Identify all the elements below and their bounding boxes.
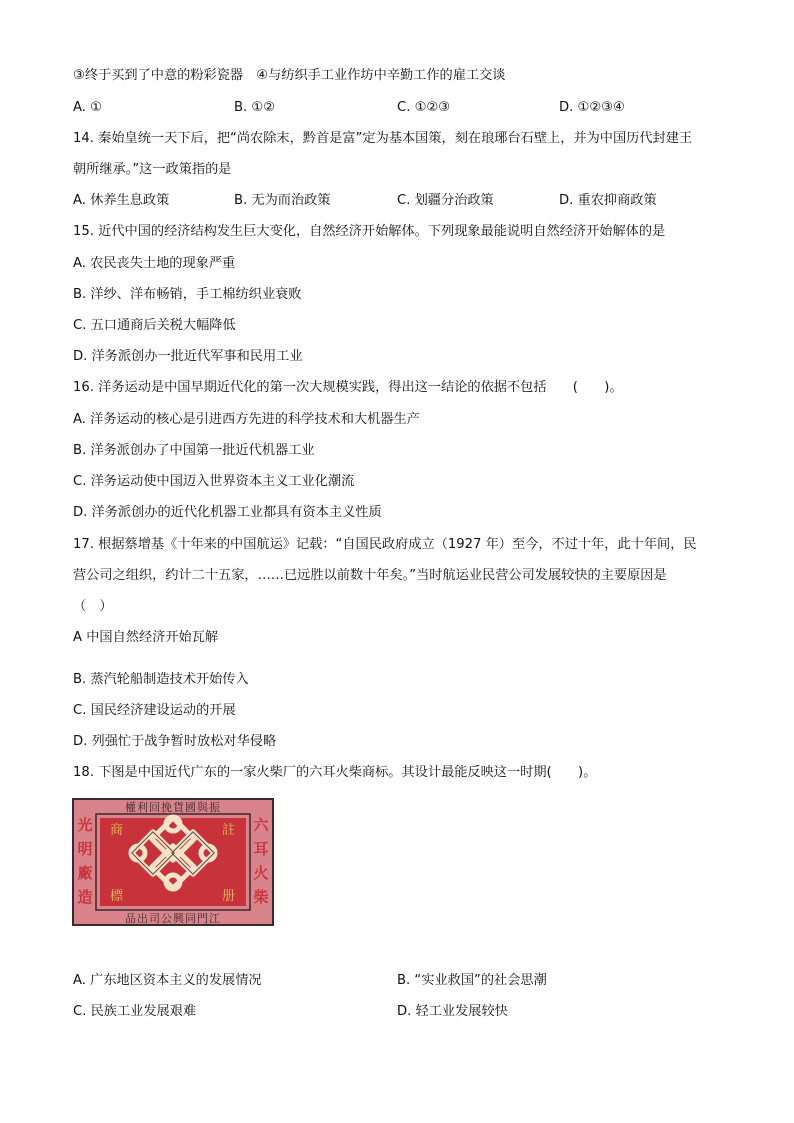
q15-option-c[interactable]: C. 五口通商后关税大幅降低 [73,318,236,333]
q16-option-a[interactable]: A. 洋务运动的核心是引进西方先进的科学技术和大机器生产 [73,412,420,427]
q17-option-b[interactable]: B. 蒸汽轮船制造技术开始传入 [73,672,249,687]
trademark-corner-2: 註 [222,823,236,838]
q14-option-b[interactable]: B. 无为而治政策 [234,193,331,208]
trademark-bottom-text: 品出司公興同門江 [125,912,221,925]
q17-option-a[interactable]: A 中国自然经济开始瓦解 [73,630,219,645]
q13-stem-tail: ③终于买到了中意的粉彩瓷器 ④与纺织手工业作坊中辛勤工作的雇工交谈 [73,68,506,83]
trademark-left-char: 造 [77,888,93,906]
match-trademark-image [72,798,274,926]
q18-option-c[interactable]: C. 民族工业发展艰难 [73,1004,197,1019]
q18-stem: 18. 下图是中国近代广东的一家火柴厂的六耳火柴商标。其设计最能反映这一时期( )。 [73,765,597,780]
trademark-top-text: 權利回挽貨國與振 [125,801,221,814]
trademark-left-char: 光 [77,816,93,834]
q13-option-a[interactable]: A. ① [73,100,102,115]
q16-option-d[interactable]: D. 洋务派创办的近代化机器工业都具有资本主义性质 [73,505,382,520]
q15-option-d[interactable]: D. 洋务派创办一批近代军事和民用工业 [73,349,303,364]
q17-option-c[interactable]: C. 国民经济建设运动的开展 [73,703,236,718]
q17-stem-line2: 营公司之组织，约计二十五家，……已远胜以前数十年矣。”当时航运业民营公司发展较快的主要原因是 [73,568,667,583]
q16-stem-text: 16. 洋务运动是中国早期近代化的第一次大规模实践，得出这一结论的依据不包括 [73,380,547,395]
q18-option-d[interactable]: D. 轻工业发展较快 [397,1004,508,1019]
trademark-left-char: 明 [77,840,93,858]
q16-answer-blank: ( )。 [572,380,623,395]
trademark-right-char: 六 [253,816,269,834]
q14-stem-line1: 14. 秦始皇统一天下后，把“尚农除末，黔首是富”定为基本国策，刻在琅琊台石壁上，并为中国历代封建王 [73,131,693,146]
q14-option-d[interactable]: D. 重农抑商政策 [559,193,657,208]
q15-stem: 15. 近代中国的经济结构发生巨大变化，自然经济开始解体。下列现象最能说明自然经济开始解体的是 [73,224,666,239]
q13-option-b[interactable]: B. ①② [234,100,276,115]
trademark-corner-1: 商 [110,823,124,838]
q17-stem-line1: 17. 根据蔡增基《十年来的中国航运》记载：“自国民政府成立（1927 年）至今，不过十年，此十年间，民 [73,537,697,552]
q16-option-b[interactable]: B. 洋务派创办了中国第一批近代机器工业 [73,443,315,458]
q14-option-c[interactable]: C. 划疆分治政策 [397,193,494,208]
q14-option-a[interactable]: A. 休养生息政策 [73,193,170,208]
q16-stem [73,379,623,397]
q13-option-d[interactable]: D. ①②③④ [559,100,625,115]
trademark-right-char: 火 [253,864,269,882]
q17-option-d[interactable]: D. 列强忙于战争暂时放松对华侵略 [73,734,277,749]
q14-stem-line2: 朝所继承。”这一政策指的是 [73,162,232,177]
q17-answer-blank: （ ） [73,599,113,614]
q18-option-a[interactable]: A. 广东地区资本主义的发展情况 [73,973,262,988]
q15-option-b[interactable]: B. 洋纱、洋布畅销，手工棉纺织业衰败 [73,287,302,302]
q16-option-c[interactable]: C. 洋务运动使中国迈入世界资本主义工业化潮流 [73,474,355,489]
trademark-corner-4: 册 [222,889,236,904]
trademark-right-char: 柴 [253,888,269,906]
q13-option-c[interactable]: C. ①②③ [397,100,451,115]
trademark-left-char: 廠 [77,864,93,882]
trademark-right-char: 耳 [253,840,269,858]
trademark-corner-3: 標 [110,889,124,904]
q15-option-a[interactable]: A. 农民丧失土地的现象严重 [73,256,236,271]
q18-option-b[interactable]: B. “实业救国”的社会思潮 [397,973,547,988]
